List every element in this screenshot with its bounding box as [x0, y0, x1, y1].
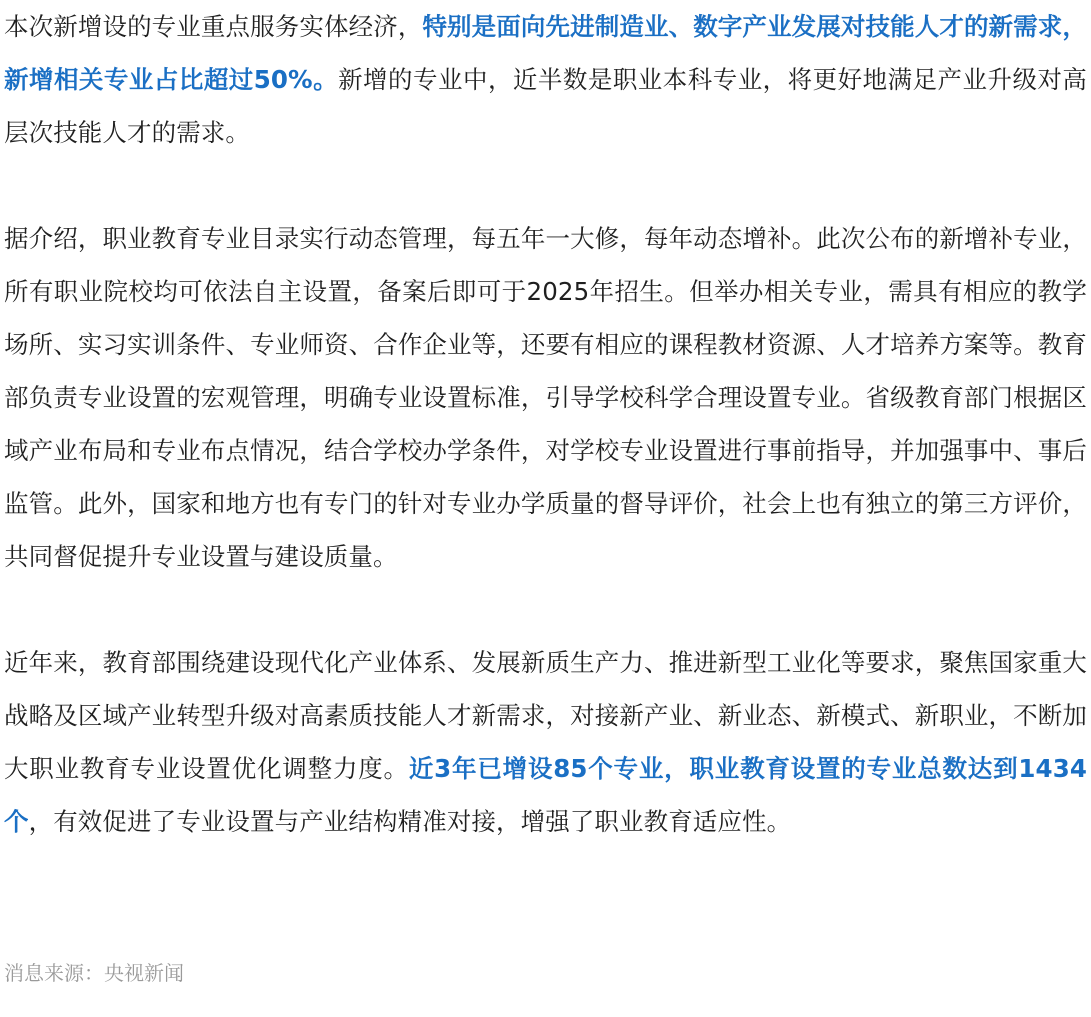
paragraph-text: 据介绍，职业教育专业目录实行动态管理，每五年一大修，每年动态增补。此次公布的新增补专业，所有职业院校均可依法自主设置，备案后即可于2025年招生。但举办相关专业，需具有相应的教学场所、实习实训条件、专业师资、合作企业等，还要有相应的课程教材资源、人才培养方案等。教育部负责专业设置的宏观管理，明确专业设置标准，引导学校科学合理设置专业。省级教育部门根据区域产业布局和专业布点情况，结合学校办学条件，对学校专业设置进行事前指导，并加强事中、事后监管。此外，国家和地方也有专门的针对专业办学质量的督导评价，社会上也有独立的第三方评价，共同督促提升专业设置与建设质量。 — [4, 224, 1087, 571]
paragraph-dynamic-management — [4, 212, 1087, 583]
paragraph-text: 近年来，教育部围绕建设现代化产业体系、发展新质生产力、推进新型工业化等要求，聚焦国家重大战略及区域产业转型升级对高素质技能人才新需求，对接新产业、新业态、新模式、新职业，不断加大职业教育专业设置优化调整力度。 — [4, 648, 1087, 783]
highlight-text: 近3年已增设85个专业，职业教育设置的专业总数达到1434个 — [4, 754, 1087, 836]
paragraph-text: 新增的专业中，近半数是职业本科专业，将更好地满足产业升级对高层次技能人才的需求。 — [4, 65, 1088, 147]
paragraph-recent-years — [4, 636, 1087, 848]
paragraph-text: 本次新增设的专业重点服务实体经济， — [4, 12, 423, 41]
paragraph-new-majors — [4, 0, 1087, 159]
highlight-text: 特别是面向先进制造业、数字产业发展对技能人才的新需求，新增相关专业占比超过50%。 — [4, 12, 1087, 94]
news-source: 消息来源：央视新闻 — [4, 961, 184, 985]
paragraph-text: ，有效促进了专业设置与产业结构精准对接，增强了职业教育适应性。 — [28, 807, 792, 836]
article-body — [4, 0, 1087, 848]
